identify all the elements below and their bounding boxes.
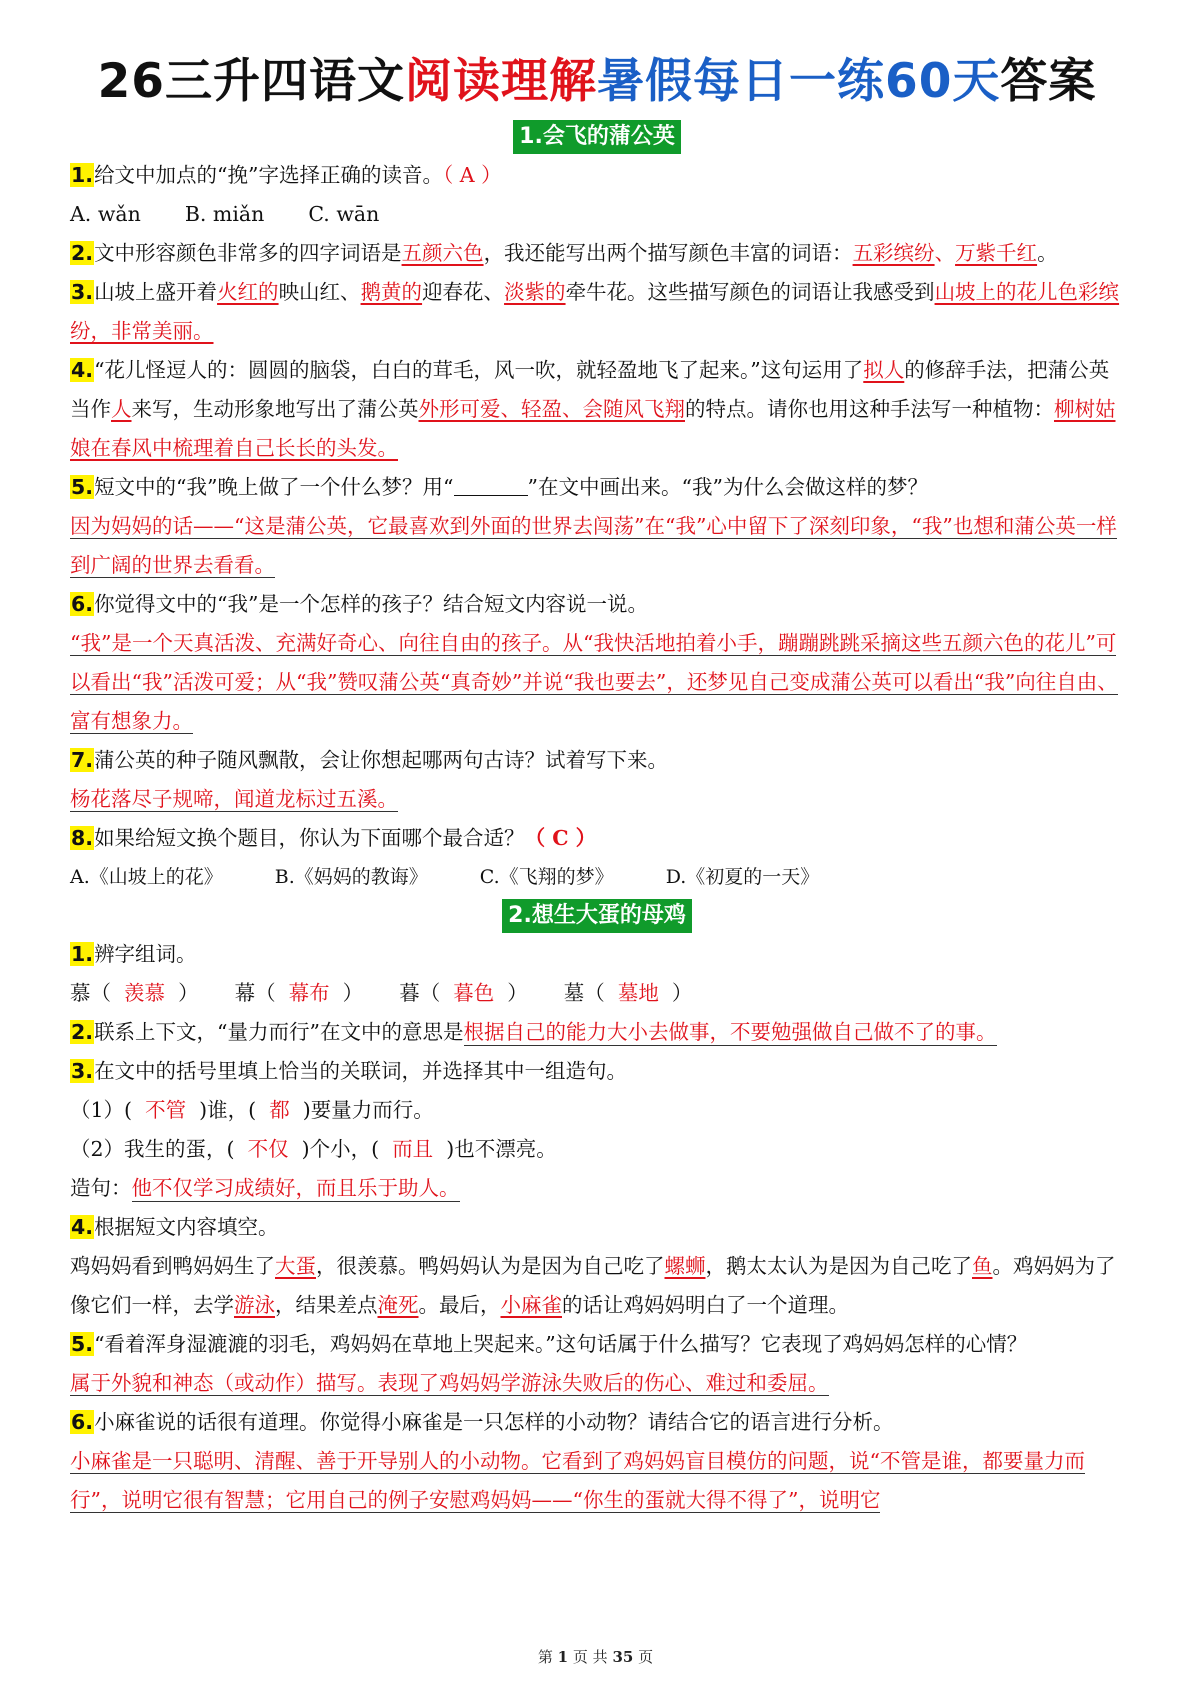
char: 墓 bbox=[563, 981, 585, 1005]
question-line bbox=[70, 468, 1124, 507]
title-part-summer: 暑假每日一练60天 bbox=[597, 54, 1001, 109]
answer: 小麻雀 bbox=[500, 1293, 562, 1317]
question-text: ，我还能写出两个描写颜色丰富的词语： bbox=[483, 241, 853, 265]
question-number: 8. bbox=[71, 826, 94, 850]
s1-q8-options bbox=[70, 858, 1124, 897]
answer: 属于外貌和神态（或动作）描写。表现了鸡妈妈学游泳失败后的伤心、难过和委屈。 bbox=[70, 1371, 829, 1395]
s1-question-3 bbox=[70, 273, 1124, 351]
question-number: 1. bbox=[71, 942, 94, 966]
section-1-title: 1.会飞的蒲公英 bbox=[513, 120, 681, 154]
answer: 淡紫的 bbox=[504, 280, 566, 304]
question-text: 山坡上盛开着 bbox=[94, 280, 218, 304]
answer: 淹死 bbox=[377, 1293, 419, 1317]
question-number: 6. bbox=[71, 592, 94, 616]
question-number: 5. bbox=[71, 475, 94, 499]
question-text: 映山红、 bbox=[278, 280, 361, 304]
text: ，很羡慕。鸭妈妈认为是因为自己吃了 bbox=[316, 1254, 665, 1278]
s1-q1-options bbox=[70, 195, 1124, 234]
question-line bbox=[70, 1403, 1124, 1442]
text: 鸡妈妈看到鸭妈妈生了 bbox=[70, 1254, 275, 1278]
option-b: B. miǎn bbox=[184, 202, 265, 226]
text: 。最后， bbox=[418, 1293, 501, 1317]
question-text: 短文中的“我”晚上做了一个什么梦？用“ bbox=[94, 475, 454, 499]
punctuation: 。 bbox=[1037, 241, 1058, 265]
question-line bbox=[70, 1325, 1124, 1364]
text: )也不漂亮。 bbox=[446, 1137, 557, 1161]
answer: 羡慕 bbox=[124, 981, 166, 1005]
answer: 游泳 bbox=[234, 1293, 275, 1317]
text: 的话让鸡妈妈明白了一个道理。 bbox=[562, 1293, 849, 1317]
separator: 、 bbox=[934, 241, 956, 265]
option-c: C. wān bbox=[308, 202, 380, 226]
text: )要量力而行。 bbox=[302, 1098, 434, 1122]
page-number: 1 bbox=[557, 1648, 569, 1666]
answer: 都 bbox=[269, 1098, 290, 1122]
text: )谁，( bbox=[199, 1098, 257, 1122]
question-text: 你觉得文中的“我”是一个怎样的孩子？结合短文内容说一说。 bbox=[94, 592, 649, 616]
title-part-grade: 26三升四语文 bbox=[97, 54, 405, 109]
answer: 大蛋 bbox=[275, 1254, 316, 1278]
option-c: C.《飞翔的梦》 bbox=[479, 866, 614, 888]
title-part-reading: 阅读理解 bbox=[405, 54, 597, 109]
question-line bbox=[70, 585, 1124, 624]
char: 慕 bbox=[70, 981, 91, 1005]
question-number: 7. bbox=[71, 748, 94, 772]
question-number: 6. bbox=[71, 1410, 94, 1434]
section-2-header bbox=[70, 897, 1124, 933]
question-text: ”在文中画出来。“我”为什么会做这样的梦？ bbox=[527, 475, 928, 499]
char: 暮 bbox=[399, 981, 420, 1005]
text: )个小，( bbox=[301, 1137, 380, 1161]
text: （2）我生的蛋，( bbox=[70, 1137, 235, 1161]
answer: 不仅 bbox=[247, 1137, 289, 1161]
text: 。鸡妈妈为了像它们一样，去学 bbox=[70, 1254, 1116, 1317]
text: （1）( bbox=[70, 1098, 133, 1122]
answer: 五颜六色 bbox=[401, 241, 484, 265]
s1-question-5 bbox=[70, 468, 1124, 585]
s1-question-7 bbox=[70, 741, 1124, 819]
question-number: 5. bbox=[71, 1332, 94, 1356]
question-text: 如果给短文换个题目，你认为下面哪个最合适？ bbox=[94, 826, 525, 850]
question-number: 2. bbox=[71, 1020, 94, 1044]
question-text: 的修辞手法，把蒲公英当作 bbox=[70, 358, 1110, 421]
s2-q3-sentence bbox=[70, 1169, 1124, 1208]
answer: “我”是一个天真活泼、充满好奇心、向往自由的孩子。从“我快活地拍着小手，蹦蹦跳跳采摘这些五颜六色的花儿”可以看出“我”活泼可爱；从“我”赞叹蒲公英“真奇妙”并说“我也要去”，还梦见自己变成蒲公英可以看出“我”向往自由、富有想象力。 bbox=[70, 631, 1118, 733]
question-text: 文中形容颜色非常多的四字词语是 bbox=[94, 241, 402, 265]
question-text: 迎春花、 bbox=[422, 280, 505, 304]
s2-question-5 bbox=[70, 1325, 1124, 1403]
answer: （ A ） bbox=[443, 163, 502, 187]
footer-text: 第 bbox=[537, 1648, 553, 1666]
answer: 螺蛳 bbox=[664, 1254, 706, 1278]
footer-text: 页 bbox=[638, 1648, 654, 1666]
page-total: 35 bbox=[612, 1648, 634, 1666]
answer: 万紫千红 bbox=[955, 241, 1038, 265]
s1-question-4 bbox=[70, 351, 1124, 468]
s2-question-2 bbox=[70, 1013, 1124, 1052]
text: ，结果差点 bbox=[275, 1293, 378, 1317]
question-text: 在文中的括号里填上恰当的关联词，并选择其中一组造句。 bbox=[94, 1059, 628, 1083]
question-text: “花儿怪逗人的：圆圆的脑袋，白白的茸毛，风一吹，就轻盈地飞了起来。”这句运用了 bbox=[94, 358, 864, 382]
answer: 墓地 bbox=[617, 981, 659, 1005]
question-text: 给文中加点的“挽”字选择正确的读音。 bbox=[94, 163, 444, 187]
word-pair: 慕（ 羡慕 ） bbox=[70, 981, 199, 1005]
footer-text: 页 共 bbox=[572, 1648, 608, 1666]
option-d: D.《初夏的一天》 bbox=[665, 866, 820, 888]
s2-question-1 bbox=[70, 935, 1124, 974]
answer: 而且 bbox=[392, 1137, 434, 1161]
question-text: 蒲公英的种子随风飘散，会让你想起哪两句古诗？试着写下来。 bbox=[94, 748, 669, 772]
question-text: “看着浑身湿漉漉的羽毛，鸡妈妈在草地上哭起来。”这句话属于什么描写？它表现了鸡妈妈怎样的心情？ bbox=[94, 1332, 1028, 1356]
question-text: 根据短文内容填空。 bbox=[94, 1215, 279, 1239]
answer: 他不仅学习成绩好，而且乐于助人。 bbox=[131, 1176, 460, 1200]
question-line bbox=[70, 741, 1124, 780]
option-a: A. wǎn bbox=[70, 202, 141, 226]
option-b: B.《妈妈的教诲》 bbox=[274, 866, 428, 888]
question-number: 2. bbox=[71, 241, 94, 265]
s2-q3-line-2 bbox=[70, 1130, 1124, 1169]
s2-q1-word-pairs bbox=[70, 974, 1124, 1013]
answer: （ C ） bbox=[524, 826, 597, 850]
option-a: A.《山坡上的花》 bbox=[70, 866, 223, 888]
s1-question-6 bbox=[70, 585, 1124, 741]
answer: 人 bbox=[111, 397, 132, 421]
s2-question-6 bbox=[70, 1403, 1124, 1520]
answer: 小麻雀是一只聪明、清醒、善于开导别人的小动物。它看到了鸡妈妈盲目模仿的问题，说“不管是谁，都要量力而行”，说明它很有智慧；它用自己的例子安慰鸡妈妈——“你生的蛋就大得不得了”，说明它 bbox=[70, 1449, 1085, 1512]
question-text: 的特点。请你也用这种手法写一种植物： bbox=[685, 397, 1054, 421]
answer: 火红的 bbox=[217, 280, 279, 304]
section-2-title: 2.想生大蛋的母鸡 bbox=[502, 899, 692, 933]
question-number: 1. bbox=[71, 163, 94, 187]
char: 幕 bbox=[234, 981, 256, 1005]
s2-question-4 bbox=[70, 1208, 1124, 1247]
question-text: 来写，生动形象地写出了蒲公英 bbox=[131, 397, 419, 421]
text: ，鹅太太认为是因为自己吃了 bbox=[705, 1254, 972, 1278]
s2-q3-line-1 bbox=[70, 1091, 1124, 1130]
word-pair: 墓（ 墓地 ） bbox=[563, 981, 693, 1005]
question-text: 牵牛花。这些描写颜色的词语让我感受到 bbox=[565, 280, 935, 304]
s1-question-1 bbox=[70, 156, 1124, 195]
page-title bbox=[70, 46, 1124, 118]
answer: 杨花落尽子规啼，闻道龙标过五溪。 bbox=[70, 787, 398, 811]
question-number: 3. bbox=[71, 280, 94, 304]
s1-question-8 bbox=[70, 819, 1124, 858]
answer: 五彩缤纷 bbox=[852, 241, 935, 265]
word-pair: 幕（ 幕布 ） bbox=[234, 981, 364, 1005]
question-text: 辨字组词。 bbox=[94, 942, 197, 966]
answer: 根据自己的能力大小去做事，不要勉强做自己做不了的事。 bbox=[463, 1020, 997, 1044]
answer: 不管 bbox=[145, 1098, 187, 1122]
answer: 因为妈妈的话——“这是蒲公英，它最喜欢到外面的世界去闯荡”在“我”心中留下了深刻印象，“我”也想和蒲公英一样到广阔的世界去看看。 bbox=[70, 514, 1117, 577]
question-text: 小麻雀说的话很有道理。你觉得小麻雀是一只怎样的小动物？请结合它的语言进行分析。 bbox=[94, 1410, 894, 1434]
label: 造句： bbox=[70, 1176, 132, 1200]
answer: 鹅黄的 bbox=[360, 280, 423, 304]
answer: 暮色 bbox=[453, 981, 495, 1005]
answer: 拟人 bbox=[863, 358, 905, 382]
title-part-answers: 答案 bbox=[1000, 54, 1097, 109]
question-text: 联系上下文，“量力而行”在文中的意思是 bbox=[94, 1020, 464, 1044]
question-number: 4. bbox=[71, 1215, 94, 1239]
s2-q4-fill bbox=[70, 1247, 1124, 1325]
question-number: 4. bbox=[71, 358, 94, 382]
page-footer bbox=[0, 1646, 1191, 1667]
section-1-header bbox=[70, 118, 1124, 154]
word-pair: 暮（ 暮色 ） bbox=[399, 981, 528, 1005]
answer: 幕布 bbox=[288, 981, 330, 1005]
question-number: 3. bbox=[71, 1059, 94, 1083]
answer: 柳树姑娘在春风中梳理着自己长长的头发。 bbox=[70, 397, 1116, 460]
answer: 山坡上的花儿色彩缤纷，非常美丽。 bbox=[70, 280, 1120, 343]
s2-question-3 bbox=[70, 1052, 1124, 1091]
blank-line bbox=[454, 473, 528, 496]
answer: 外形可爱、轻盈、会随风飞翔 bbox=[418, 397, 685, 421]
answer: 鱼 bbox=[972, 1254, 993, 1278]
s1-question-2 bbox=[70, 234, 1124, 273]
answer-sheet-page bbox=[70, 0, 1124, 1520]
